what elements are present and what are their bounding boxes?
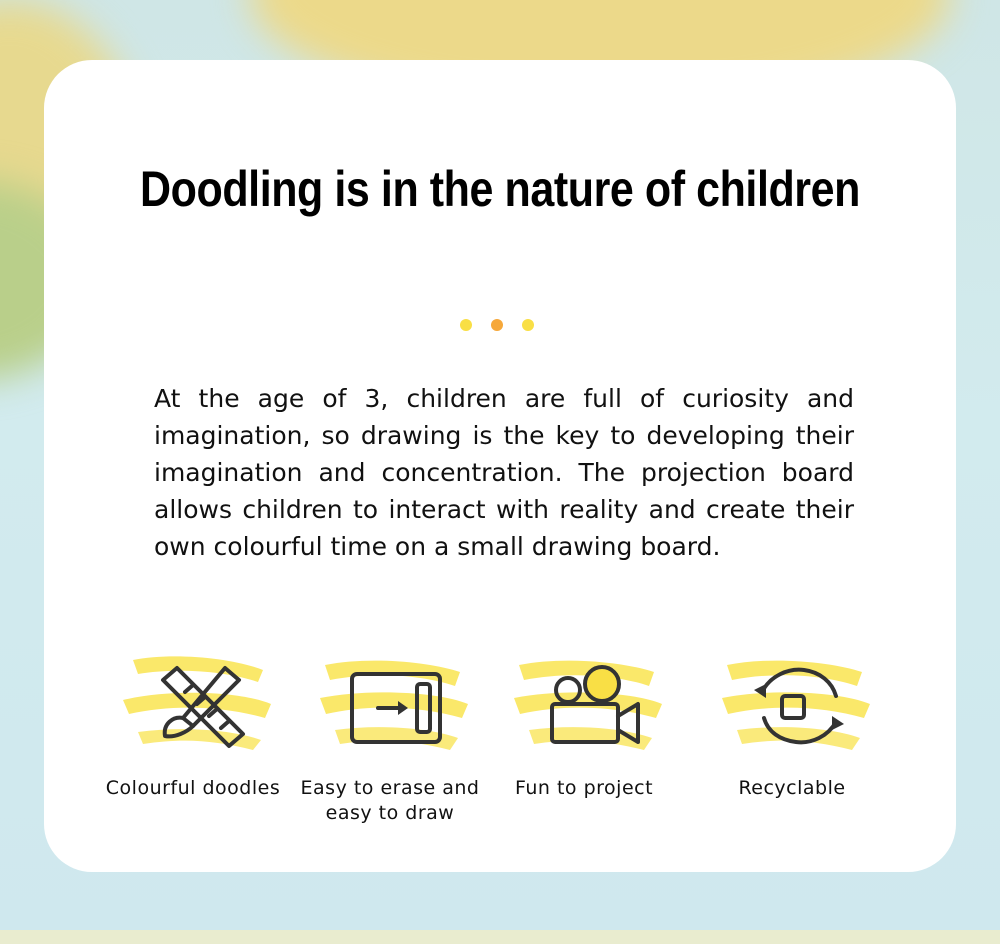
dot-yellow-left [460,319,472,331]
recycle-icon [692,640,892,770]
page-title: Doodling is in the nature of children [140,161,860,217]
description-text: At the age of 3, children are full of curiosity and imagination, so drawing is the key to developing their imagination and concentration. The projection board allows children to interact with reality and create their own colourful time on a small drawing board. [154,384,854,561]
feature-label: Fun to project [514,777,654,799]
ruler-brush-icon [93,640,293,770]
erase-board-icon [290,640,490,770]
decorative-dots [460,319,540,333]
feature-easy-erase [290,640,490,840]
feature-label: Easy to erase and easy to draw [300,777,480,824]
feature-fun-to-project [484,640,684,840]
feature-label: Recyclable [738,777,846,799]
feature-label: Colourful doodles [105,777,281,799]
dot-orange-center [491,319,503,331]
feature-recyclable [692,640,892,840]
background-bottom-strip [0,930,1000,944]
dot-yellow-right [522,319,534,331]
feature-colourful-doodles [93,640,293,840]
projector-camera-icon [484,640,684,770]
